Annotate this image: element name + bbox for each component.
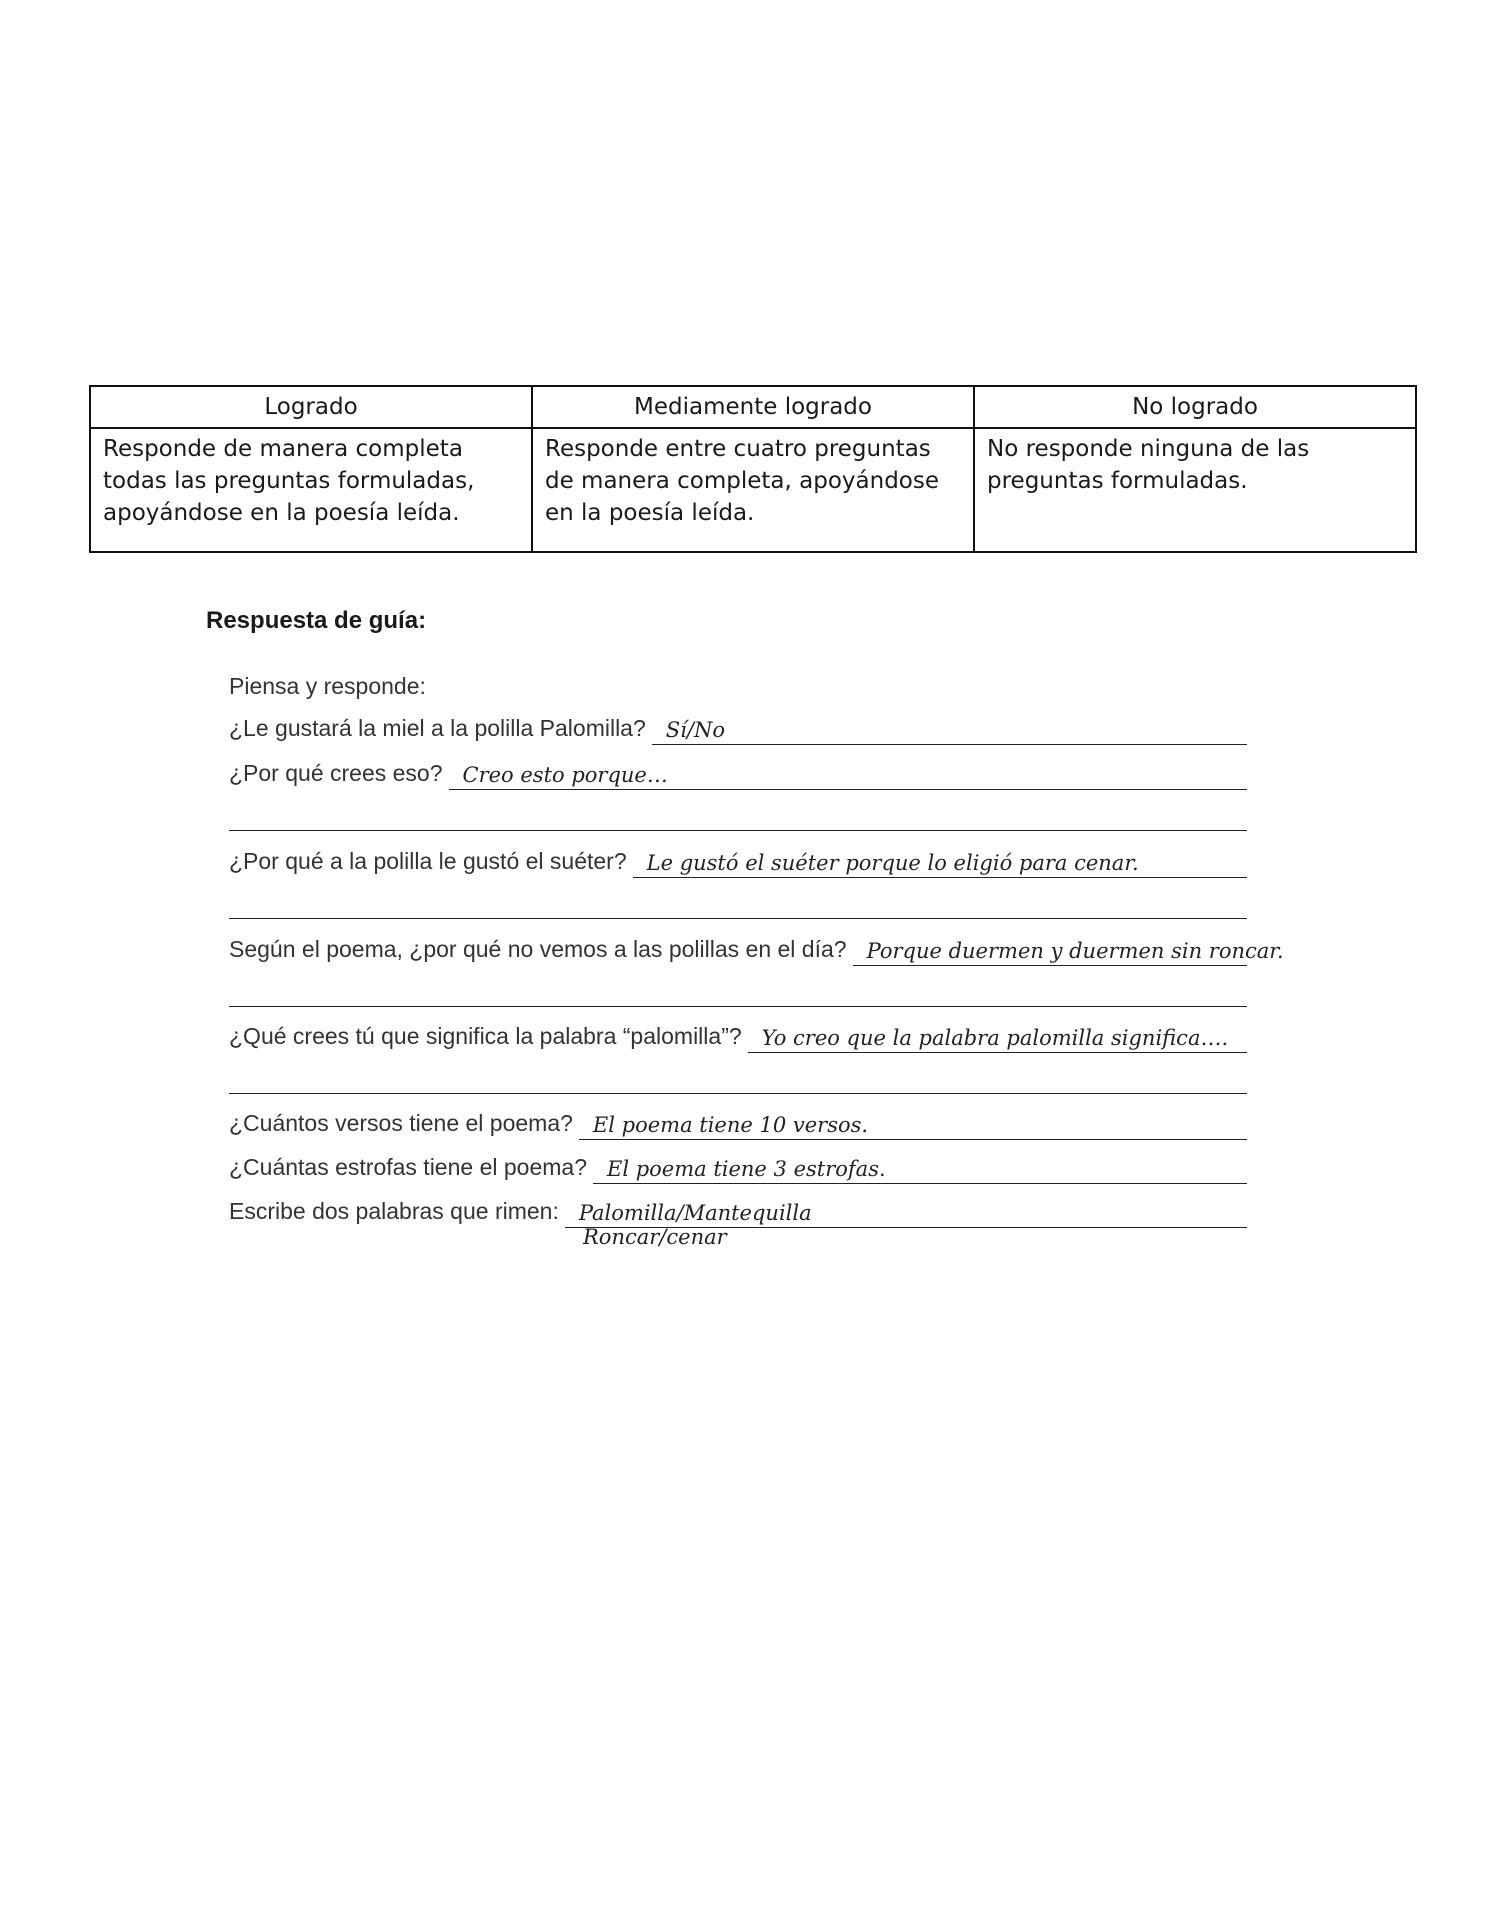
answer-line (593, 1147, 1247, 1184)
rubric-description-row (90, 428, 1416, 552)
blank-answer-line (229, 830, 1247, 831)
answer-line (748, 1016, 1247, 1053)
handwritten-extra-answer: Roncar/cenar (583, 1225, 727, 1249)
answer-line (633, 841, 1247, 878)
answer-line (652, 708, 1247, 745)
rubric-desc-not-achieved: No responde ninguna de las preguntas formuladas. (974, 428, 1416, 552)
question-label: ¿Qué crees tú que significa la palabra “palomilla”? (229, 1023, 742, 1049)
rubric-header-partial: Mediamente logrado (532, 386, 974, 428)
question-label: Escribe dos palabras que rimen: (229, 1198, 559, 1224)
answer-line (853, 929, 1284, 966)
handwritten-answer: Le gustó el suéter porque lo eligió para cenar. (646, 851, 1139, 875)
handwritten-answer: Sí/No (665, 718, 725, 742)
blank-answer-line (229, 918, 1247, 919)
handwritten-answer: El poema tiene 3 estrofas. (606, 1157, 886, 1181)
question-sweater (229, 838, 1247, 878)
question-label: Según el poema, ¿por qué no vemos a las polillas en el día? (229, 936, 847, 962)
blank-answer-line (229, 1093, 1247, 1094)
handwritten-answer: Palomilla/Mantequilla (578, 1201, 812, 1225)
handwritten-answer: Creo esto porque… (462, 763, 668, 787)
question-label: ¿Cuántos versos tiene el poema? (229, 1110, 573, 1136)
rubric-header-achieved: Logrado (90, 386, 532, 428)
answer-line (449, 753, 1247, 790)
answer-line (579, 1103, 1247, 1140)
question-verses (229, 1100, 1247, 1140)
question-day (229, 926, 1284, 966)
question-why (229, 750, 1247, 790)
question-label: ¿Le gustará la miel a la polilla Palomilla? (229, 715, 646, 741)
question-meaning (229, 1013, 1247, 1053)
guide-intro: Piensa y responde: (229, 673, 426, 699)
rubric-table (89, 385, 1417, 553)
question-stanzas (229, 1144, 1247, 1184)
handwritten-answer: Yo creo que la palabra palomilla significa…. (761, 1026, 1229, 1050)
question-honey (229, 705, 1247, 745)
question-label: ¿Por qué a la polilla le gustó el suéter? (229, 848, 627, 874)
question-rhymes (229, 1188, 1247, 1228)
rubric-header-row (90, 386, 1416, 428)
question-label: ¿Por qué crees eso? (229, 760, 443, 786)
blank-answer-line (229, 1006, 1247, 1007)
answer-line (565, 1191, 1247, 1228)
question-label: ¿Cuántas estrofas tiene el poema? (229, 1154, 587, 1180)
handwritten-answer: Porque duermen y duermen sin roncar. (866, 939, 1284, 963)
rubric-desc-achieved: Responde de manera completa todas las preguntas formuladas, apoyándose en la poesía leída. (90, 428, 532, 552)
handwritten-answer: El poema tiene 10 versos. (592, 1113, 869, 1137)
rubric-desc-partial: Responde entre cuatro preguntas de manera completa, apoyándose en la poesía leída. (532, 428, 974, 552)
guide-title: Respuesta de guía: (206, 607, 427, 634)
rubric-header-not-achieved: No logrado (974, 386, 1416, 428)
